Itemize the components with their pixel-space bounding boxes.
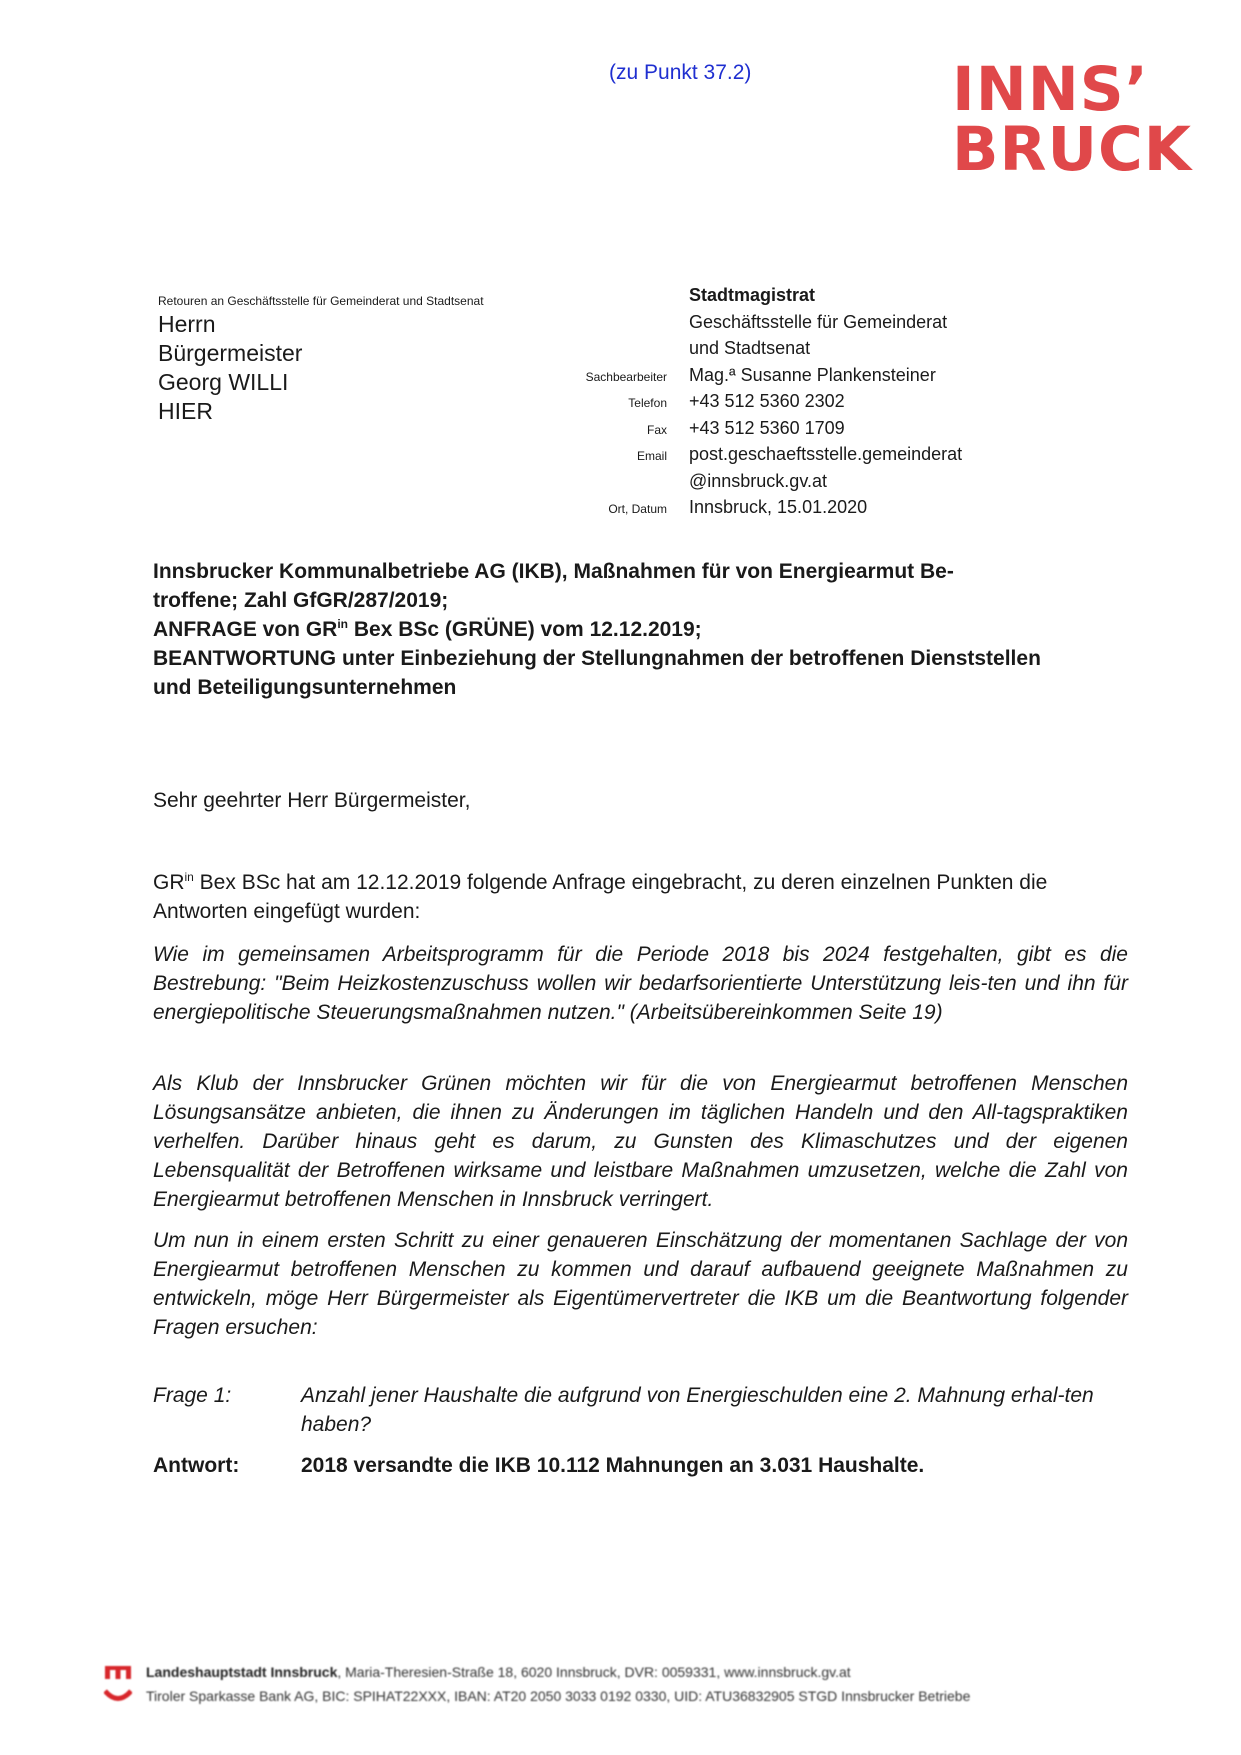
intro-superscript: in bbox=[184, 870, 194, 884]
logo-line-1: INNS’ bbox=[952, 54, 1149, 125]
subject-inquiry-rest: Bex BSc (GRÜNE) vom 12.12.2019; bbox=[348, 618, 702, 641]
fax-label: Fax bbox=[646, 422, 667, 437]
answer-text: 2018 versandte die IKB 10.112 Mahnungen an 3.031 Haushalte. bbox=[301, 1454, 925, 1477]
intro-rest: Bex BSc hat am 12.12.2019 folgende Anfrage eingebracht, zu deren einzelnen Punkten die Antworten eingefügt wurden: bbox=[153, 871, 1048, 923]
recipient-line: Georg WILLI bbox=[158, 369, 289, 395]
question-1 bbox=[153, 1381, 1133, 1439]
logo-line-2: BRUCK bbox=[952, 114, 1193, 185]
question-text: Anzahl jener Haushalte die aufgrund von Energieschulden eine 2. Mahnung erhal-ten haben? bbox=[301, 1384, 1094, 1436]
email-address: post.geschaeftsstelle.gemeinderat bbox=[689, 444, 963, 464]
innsbruck-logo bbox=[952, 54, 1193, 185]
answer-label: Antwort: bbox=[153, 1454, 240, 1477]
footer-city-name: Landeshauptstadt Innsbruck bbox=[146, 1664, 338, 1680]
inquiry-paragraph: Als Klub der Innsbrucker Grünen möchten wir für die von Energiearmut betroffenen Menschen Lösungsansätze anbieten, die ihnen zu Änderungen im täglichen Handeln und den All-tagspraktiken verhelfen. Darüber hinaus geht es darum, zu Gunsten des Klimaschutzes und der eigenen Lebensqualität der Betroffenen wirksame und leistbare Maßnahmen umzusetzen, welche die Zahl von Energiearmut betroffenen Menschen in Innsbruck verringert. bbox=[153, 1072, 1128, 1211]
subject-line: troffene; Zahl GfGR/287/2019; bbox=[153, 589, 449, 612]
email-address-domain: @innsbruck.gv.at bbox=[689, 470, 827, 491]
subject-inquiry-prefix: ANFRAGE von GR bbox=[153, 618, 338, 641]
phone-label: Telefon bbox=[628, 396, 667, 410]
sender-block bbox=[500, 285, 962, 524]
return-address-line: Retouren an Geschäftsstelle für Gemeinderat und Stadtsenat bbox=[158, 294, 484, 308]
city-bridge-icon bbox=[100, 1688, 136, 1704]
email-label: Email bbox=[636, 449, 667, 463]
subject-line: BEANTWORTUNG unter Einbeziehung der Stellungnahmen der betroffenen Dienststellen bbox=[153, 647, 1041, 670]
inquiry-paragraph: Wie im gemeinsamen Arbeitsprogramm für die Periode 2018 bis 2024 festgehalten, gibt es die Bestrebung: "Beim Heizkostenzuschuss wollen wir bedarfsorientierte Unterstützung leis-ten und ihn für energiepolitische Steuerungsmaßnahmen nutzen." (Arbeitsübereinkommen Seite 19) bbox=[153, 943, 1128, 1024]
subject-superscript: in bbox=[337, 617, 349, 631]
intro-paragraph bbox=[153, 868, 1128, 926]
place-date: Innsbruck, 15.01.2020 bbox=[689, 497, 868, 517]
inquiry-paragraph: Um nun in einem ersten Schritt zu einer genaueren Einschätzung der momentanen Sachlage der von Energiearmut betroffenen Menschen zu kommen und darauf aufbauend geeignete Maßnahmen zu entwickeln, möge Herr Bürgermeister als Eigentümervertreter die IKB um die Beantwortung folgender Fragen ersuchen: bbox=[153, 1229, 1128, 1339]
recipient-line: Bürgermeister bbox=[158, 340, 303, 366]
footer-bank-details: Tiroler Sparkasse Bank AG, BIC: SPIHAT22XXX, IBAN: AT20 2050 3033 0192 0330, UID: ATU36832905 STGD Innsbrucker Betriebe bbox=[146, 1688, 971, 1704]
intro-prefix: GR bbox=[153, 871, 185, 894]
clerk-label: Sachbearbeiter bbox=[585, 369, 667, 384]
phone-number: +43 512 5360 2302 bbox=[689, 391, 845, 411]
salutation: Sehr geehrter Herr Bürgermeister, bbox=[153, 789, 471, 812]
date-label: Ort, Datum bbox=[608, 502, 667, 516]
sender-org: Stadtmagistrat bbox=[689, 285, 816, 305]
recipient-line: HIER bbox=[158, 398, 213, 424]
question-label: Frage 1: bbox=[153, 1384, 232, 1407]
answer-1 bbox=[153, 1451, 1133, 1480]
footer-address-rest: , Maria-Theresien-Straße 18, 6020 Innsbruck, DVR: 0059331, www.innsbruck.gv.at bbox=[337, 1664, 851, 1680]
subject-line: und Beteiligungsunternehmen bbox=[153, 676, 457, 699]
fax-number: +43 512 5360 1709 bbox=[689, 417, 845, 438]
subject-block bbox=[153, 557, 1133, 702]
subject-line bbox=[153, 615, 1133, 644]
city-emblem-icon bbox=[100, 1664, 136, 1680]
footer-address bbox=[136, 1664, 851, 1680]
recipient-address bbox=[158, 310, 302, 426]
reference-note: (zu Punkt 37.2) bbox=[609, 61, 752, 84]
subject-line: Innsbrucker Kommunalbetriebe AG (IKB), Maßnahmen für von Energiearmut Be- bbox=[153, 560, 954, 583]
letterhead-footer bbox=[100, 1660, 1140, 1708]
recipient-line: Herrn bbox=[158, 311, 216, 337]
sender-dept: und Stadtsenat bbox=[689, 338, 811, 358]
sender-dept: Geschäftsstelle für Gemeinderat bbox=[689, 311, 948, 332]
clerk-name: Mag.ª Susanne Plankensteiner bbox=[689, 364, 936, 385]
